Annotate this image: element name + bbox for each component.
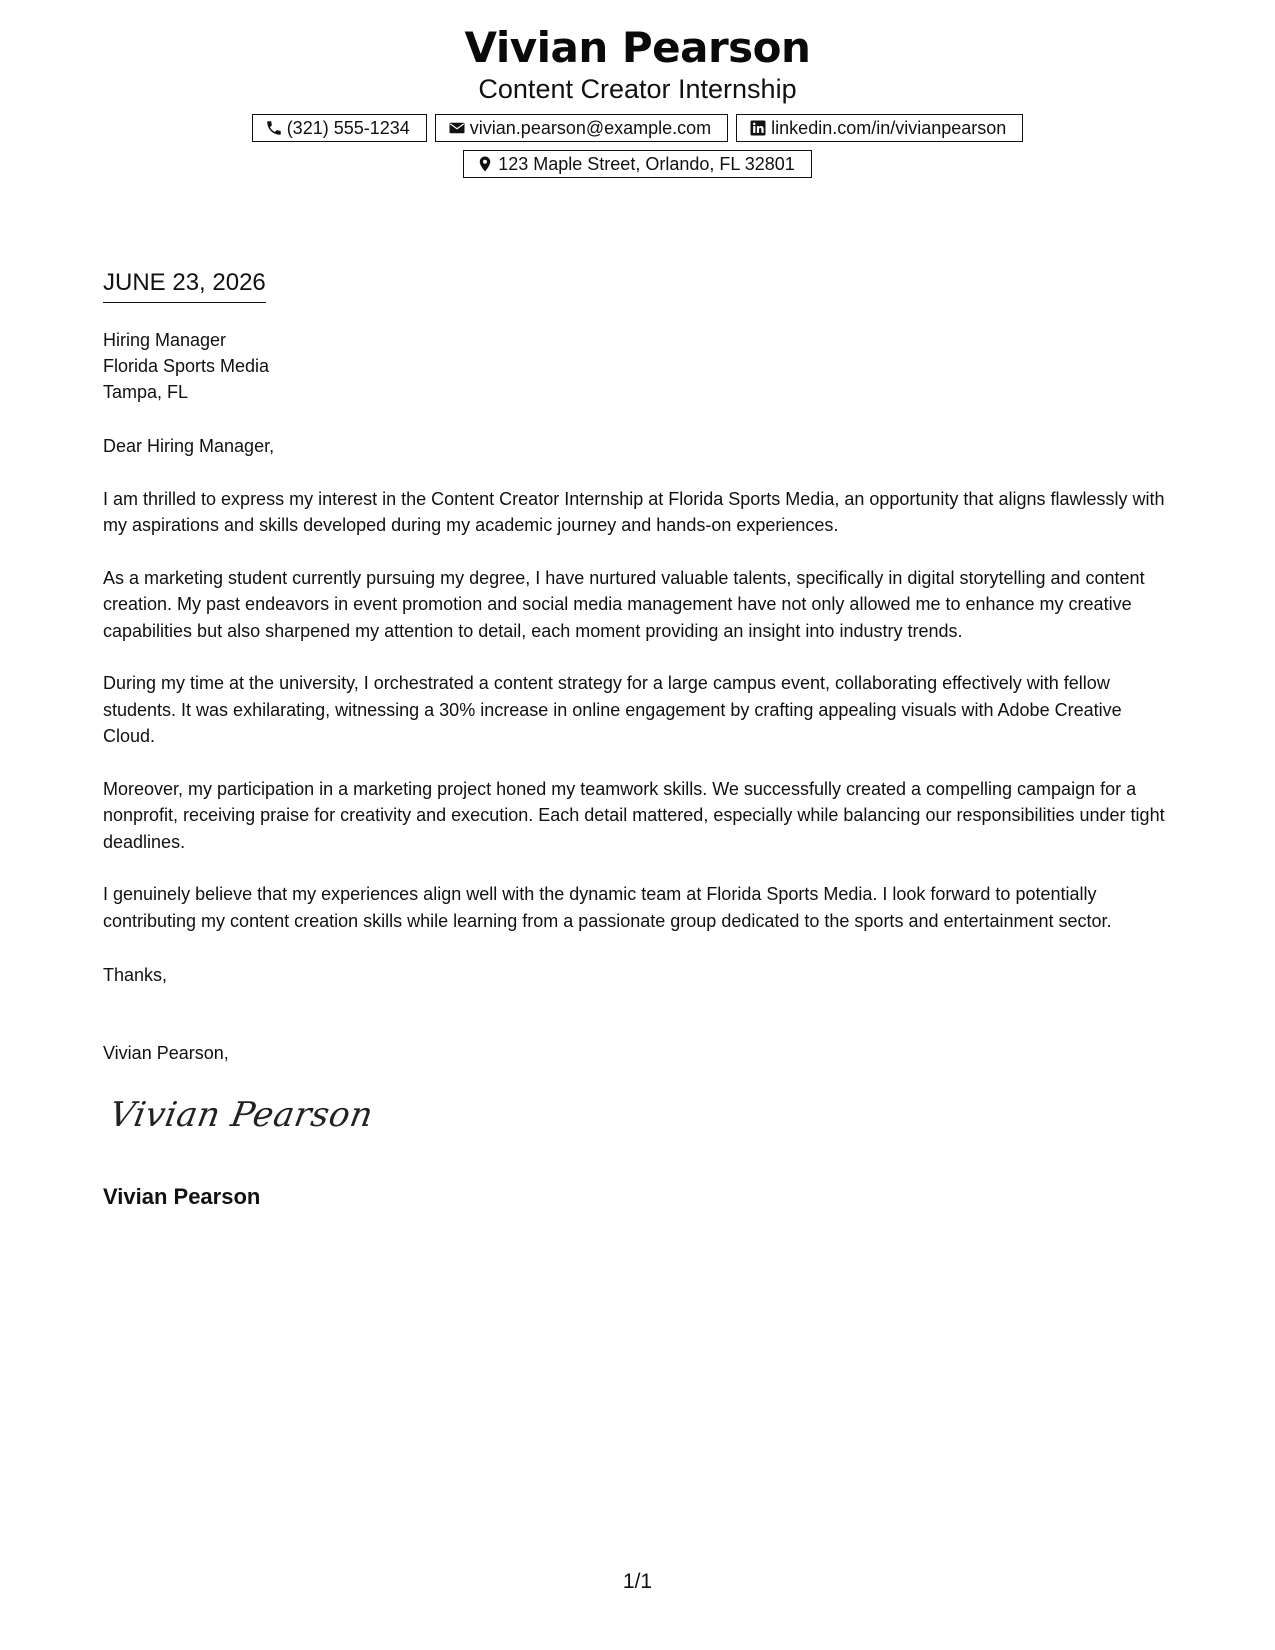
contact-phone[interactable] [252, 114, 427, 142]
body-paragraph: Moreover, my participation in a marketing project honed my teamwork skills. We successfully created a compelling campaign for a nonprofit, receiving praise for creativity and execution. Each detail mattered, especially while balancing our responsibilities under tight deadlines. [103, 778, 1165, 852]
email-text: vivian.pearson@example.com [469, 118, 712, 138]
linkedin-icon [749, 119, 767, 137]
signature-text: Vivian Pearson [106, 1095, 377, 1135]
handwritten-signature [106, 1095, 377, 1135]
contact-list [238, 114, 1038, 142]
phone-text: (321) 555-1234 [286, 118, 410, 138]
recipient-block [103, 327, 269, 405]
recipient-company: Florida Sports Media [103, 356, 270, 376]
body-paragraph: As a marketing student currently pursuing my degree, I have nurtured valuable talents, specifically in digital storytelling and content creation. My past endeavors in event promotion and social media management have not only allowed me to enhance my creative capabilities but also sharpened my attention to detail, each moment providing an insight into industry trends. [103, 567, 1145, 641]
letter-body [103, 433, 1178, 960]
contact-linkedin[interactable] [736, 114, 1023, 142]
address-text: 123 Maple Street, Orlando, FL 32801 [498, 154, 795, 174]
body-paragraph: During my time at the university, I orchestrated a content strategy for a large campus event, collaborating effectively with fellow students. It was exhilarating, witnessing a 30% increase in online engagement by crafting appealing visuals with Adobe Creative Cloud. [103, 673, 1122, 746]
contact-row-address [0, 150, 1275, 178]
envelope-icon [448, 119, 466, 137]
salutation: Dear Hiring Manager, [103, 436, 275, 456]
map-pin-icon [476, 155, 494, 173]
letter-date: JUNE 23, 2026 [103, 268, 266, 303]
recipient-location: Tampa, FL [103, 382, 189, 402]
position-title: Content Creator Internship [478, 74, 797, 104]
body-paragraph: I am thrilled to express my interest in the Content Creator Internship at Florida Sports Media, an opportunity that aligns flawlessly with my aspirations and skills developed during my academic journey and hands-on experiences. [103, 488, 1165, 535]
resume-header [0, 22, 1275, 178]
signoff-name: Vivian Pearson, [103, 1043, 229, 1063]
contact-address[interactable] [463, 150, 812, 178]
recipient-title: Hiring Manager [103, 330, 227, 350]
signer-name: Vivian Pearson [103, 1184, 261, 1209]
contact-email[interactable] [435, 114, 728, 142]
phone-icon [265, 119, 283, 137]
closing: Thanks, [103, 965, 168, 985]
body-paragraph: I genuinely believe that my experiences align well with the dynamic team at Florida Sports Media. I look forward to potentially contributing my content creation skills while learning from a passionate group dedicated to the sports and entertainment sector. [103, 884, 1112, 931]
linkedin-text: linkedin.com/in/vivianpearson [771, 118, 1007, 138]
applicant-name: Vivian Pearson [464, 23, 811, 72]
page-number: 1/1 [622, 1570, 653, 1593]
